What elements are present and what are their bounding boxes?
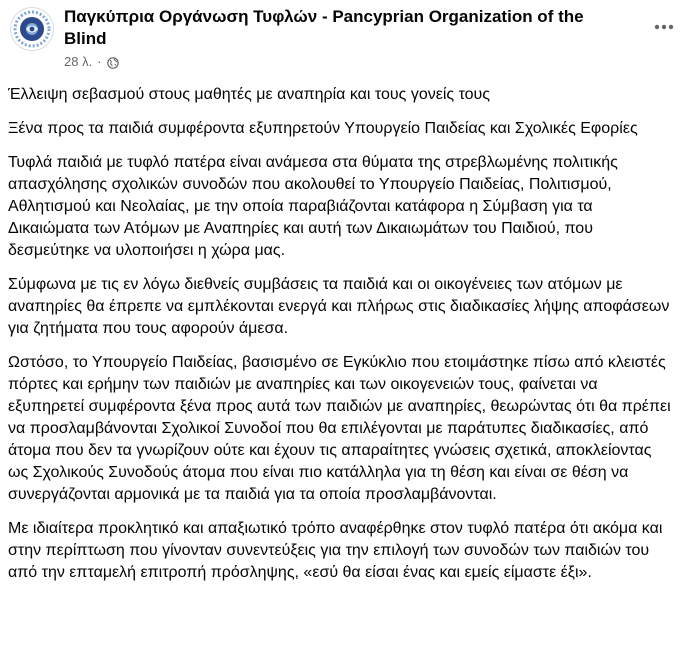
post-timestamp[interactable]: 28 λ. <box>64 54 93 69</box>
avatar[interactable] <box>10 7 54 51</box>
post-paragraph-subheadline: Ξένα προς τα παιδιά συμφέροντα εξυπηρετούν Υπουργείο Παιδείας και Σχολικές Εφορίες <box>8 120 638 137</box>
post-meta <box>64 53 119 71</box>
post-paragraph: Με ιδιαίτερα προκλητικό και απαξιωτικό τρόπο αναφέρθηκε στον τυφλό πατέρα ότι ακόμα και στην περίπτωση που γίνονταν συνεντεύξεις για την επιλογή των συνοδών των παιδιών του από την επταμελή επιτροπή πρόσληψης, «εσύ θα είσαι ένας και εμείς είμαστε έξι». <box>8 520 663 581</box>
post-paragraph: Σύμφωνα με τις εν λόγω διεθνείς συμβάσεις τα παιδιά και οι οικογένειες των ατόμων με αναπηρίες θα έπρεπε να εμπλέκονται ενεργά και πλήρως στις διαδικασίες λήψης αποφάσεων για ζητήματα που τους αφορούν άμεσα. <box>8 276 670 337</box>
more-horizontal-icon <box>654 24 674 30</box>
post-paragraph: Τυφλά παιδιά με τυφλό πατέρα είναι ανάμεσα στα θύματα της στρεβλωμένης πολιτικής απασχόλησης σχολικών συνοδών που ακολουθεί το Υπουργείο Παιδείας, Πολιτισμού, Αθλητισμού και Νεολαίας, με την οποία παραβιάζονται κατάφορα η Σύμβαση για τα Δικαιώματα των Ατόμων με Αναπηρίες και αυτή των Δικαιωμάτων του Παιδιού, που δεσμεύτηκε να υλοποιήσει η χώρα μας. <box>8 154 618 259</box>
organization-logo-icon <box>11 8 53 50</box>
post-body <box>8 84 676 596</box>
globe-icon[interactable] <box>107 56 119 68</box>
post-paragraph: Ωστόσο, το Υπουργείο Παιδείας, βασισμένο σε Εγκύκλιο που ετοιμάστηκε πίσω από κλειστές πόρτες και ερήμην των παιδιών με αναπηρίες και των οικογενειών τους, φαίνεται να εξυπηρετεί συμφέροντα ξένα προς αυτά των παιδιών με αναπηρίες, θεωρώντας ότι θα πρέπει να προσλαμβάνονται Σχολικοί Συνοδοί που θα επιλέγονται με παράτυπες διαδικασίες, από άτομα που δεν τα γνωρίζουν ούτε και έχουν τις απαραίτητες γνώσεις σχετικά, αποκλείοντας ως Σχολικούς Συνοδούς άτομα που είναι πιο κατάλληλα για τη θέση και είναι σε θέση να συνεργάζονται αρμονικά με τα παιδιά για τα οποία προσλαμβάνονται. <box>8 354 671 503</box>
meta-separator: · <box>97 54 102 69</box>
post-header <box>8 5 680 75</box>
more-options-button[interactable] <box>648 11 680 43</box>
page-name-link[interactable]: Παγκύπρια Οργάνωση Τυφλών - Pancyprian Organization of the Blind <box>64 7 584 48</box>
post-paragraph-headline: Έλλειψη σεβασμού στους μαθητές με αναπηρία και τους γονείς τους <box>8 86 491 103</box>
